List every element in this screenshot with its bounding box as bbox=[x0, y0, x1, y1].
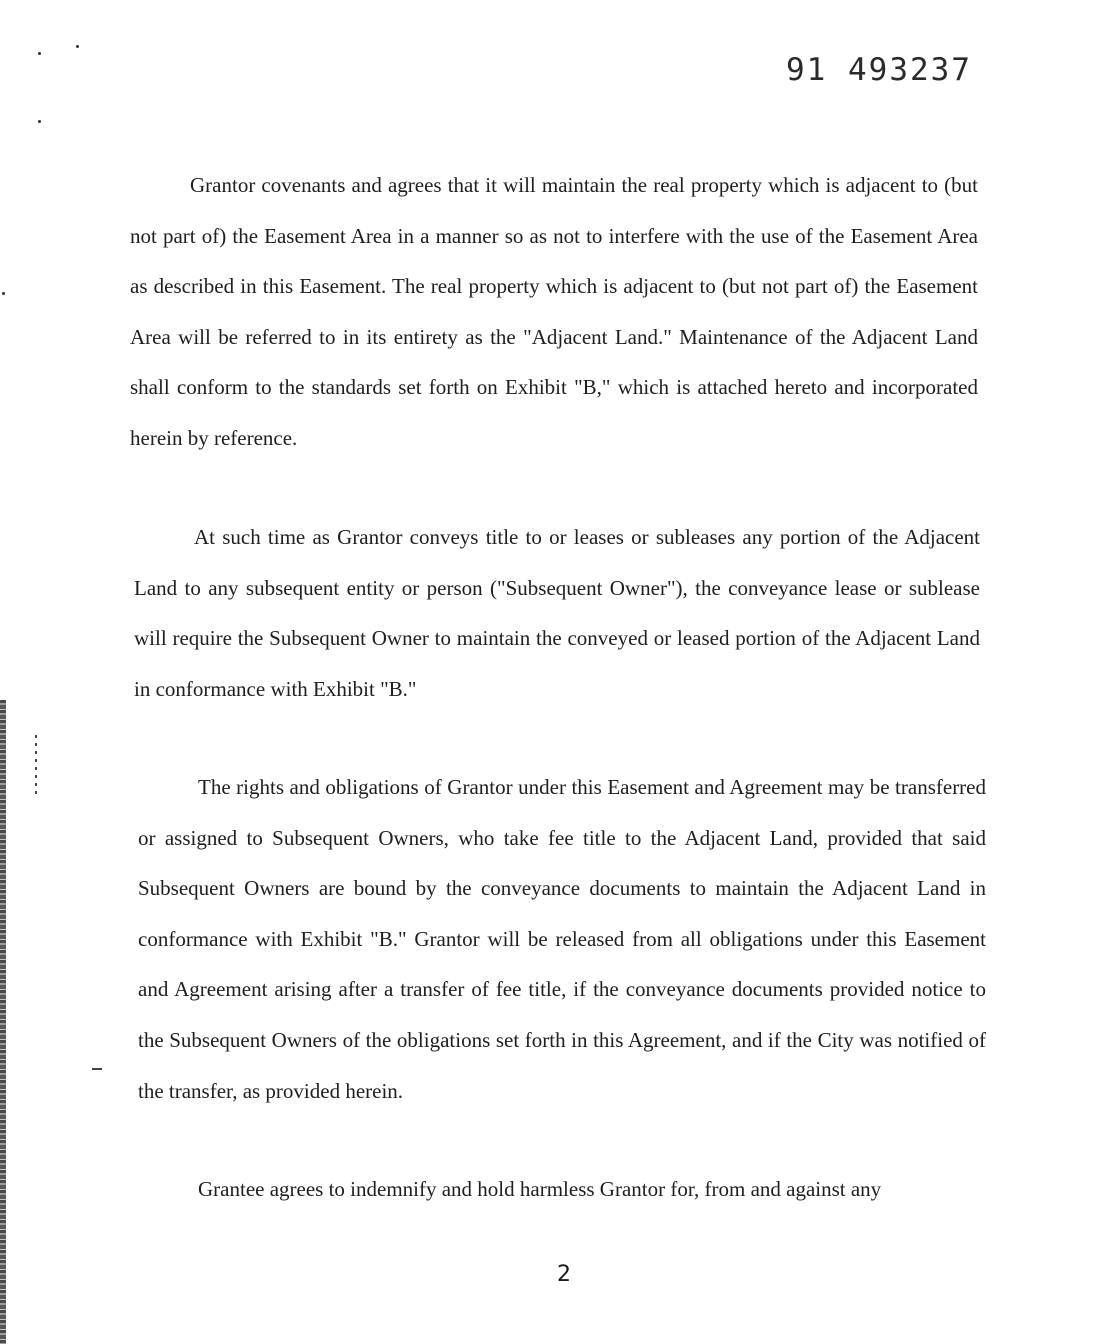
document-number: 91 493237 bbox=[786, 52, 972, 88]
scan-artifact-dot bbox=[38, 120, 41, 123]
scan-artifact-edge-thin bbox=[35, 735, 37, 795]
scan-artifact-dot bbox=[2, 292, 5, 295]
paragraph-indemnify: Grantee agrees to indemnify and hold harmless Grantor for, from and against any bbox=[198, 1177, 882, 1201]
page-number: 2 bbox=[557, 1262, 571, 1287]
scan-artifact-dot bbox=[76, 45, 79, 48]
scan-artifact-dot bbox=[38, 52, 41, 55]
scan-artifact-dash bbox=[92, 1068, 102, 1070]
paragraph-rights-obligations: The rights and obligations of Grantor under this Easement and Agreement may be transferred or assigned to Subsequent Owners, who take fee title to the Adjacent Land, provided that said Subsequent Owners are bound by the conveyance documents to maintain the Adjacent Land in conformance with Exhibit "B." Grantor will be released from all obligations under this Easement and Agreement arising after a transfer of fee title, if the conveyance documents provided notice to the Subsequent Owners of the obligations set forth in this Agreement, and if the City was notified of the transfer, as provided herein. bbox=[138, 775, 986, 1103]
paragraph-maintenance: Grantor covenants and agrees that it will maintain the real property which is adjacent to (but not part of) the Easement Area in a manner so as not to interfere with the use of the Easement Area as described in this Easement. The real property which is adjacent to (but not part of) the Easement Area will be referred to in its entirety as the "Adjacent Land." Maintenance of the Adjacent Land shall conform to the standards set forth on Exhibit "B," which is attached hereto and incorporated herein by reference. bbox=[130, 173, 978, 450]
paragraph-conveyance: At such time as Grantor conveys title to or leases or subleases any portion of the Adjacent Land to any subsequent entity or person ("Subsequent Owner"), the conveyance lease or sublease will require the Subsequent Owner to maintain the conveyed or leased portion of the Adjacent Land in conformance with Exhibit "B." bbox=[134, 525, 980, 701]
scan-artifact-edge bbox=[0, 700, 6, 1344]
